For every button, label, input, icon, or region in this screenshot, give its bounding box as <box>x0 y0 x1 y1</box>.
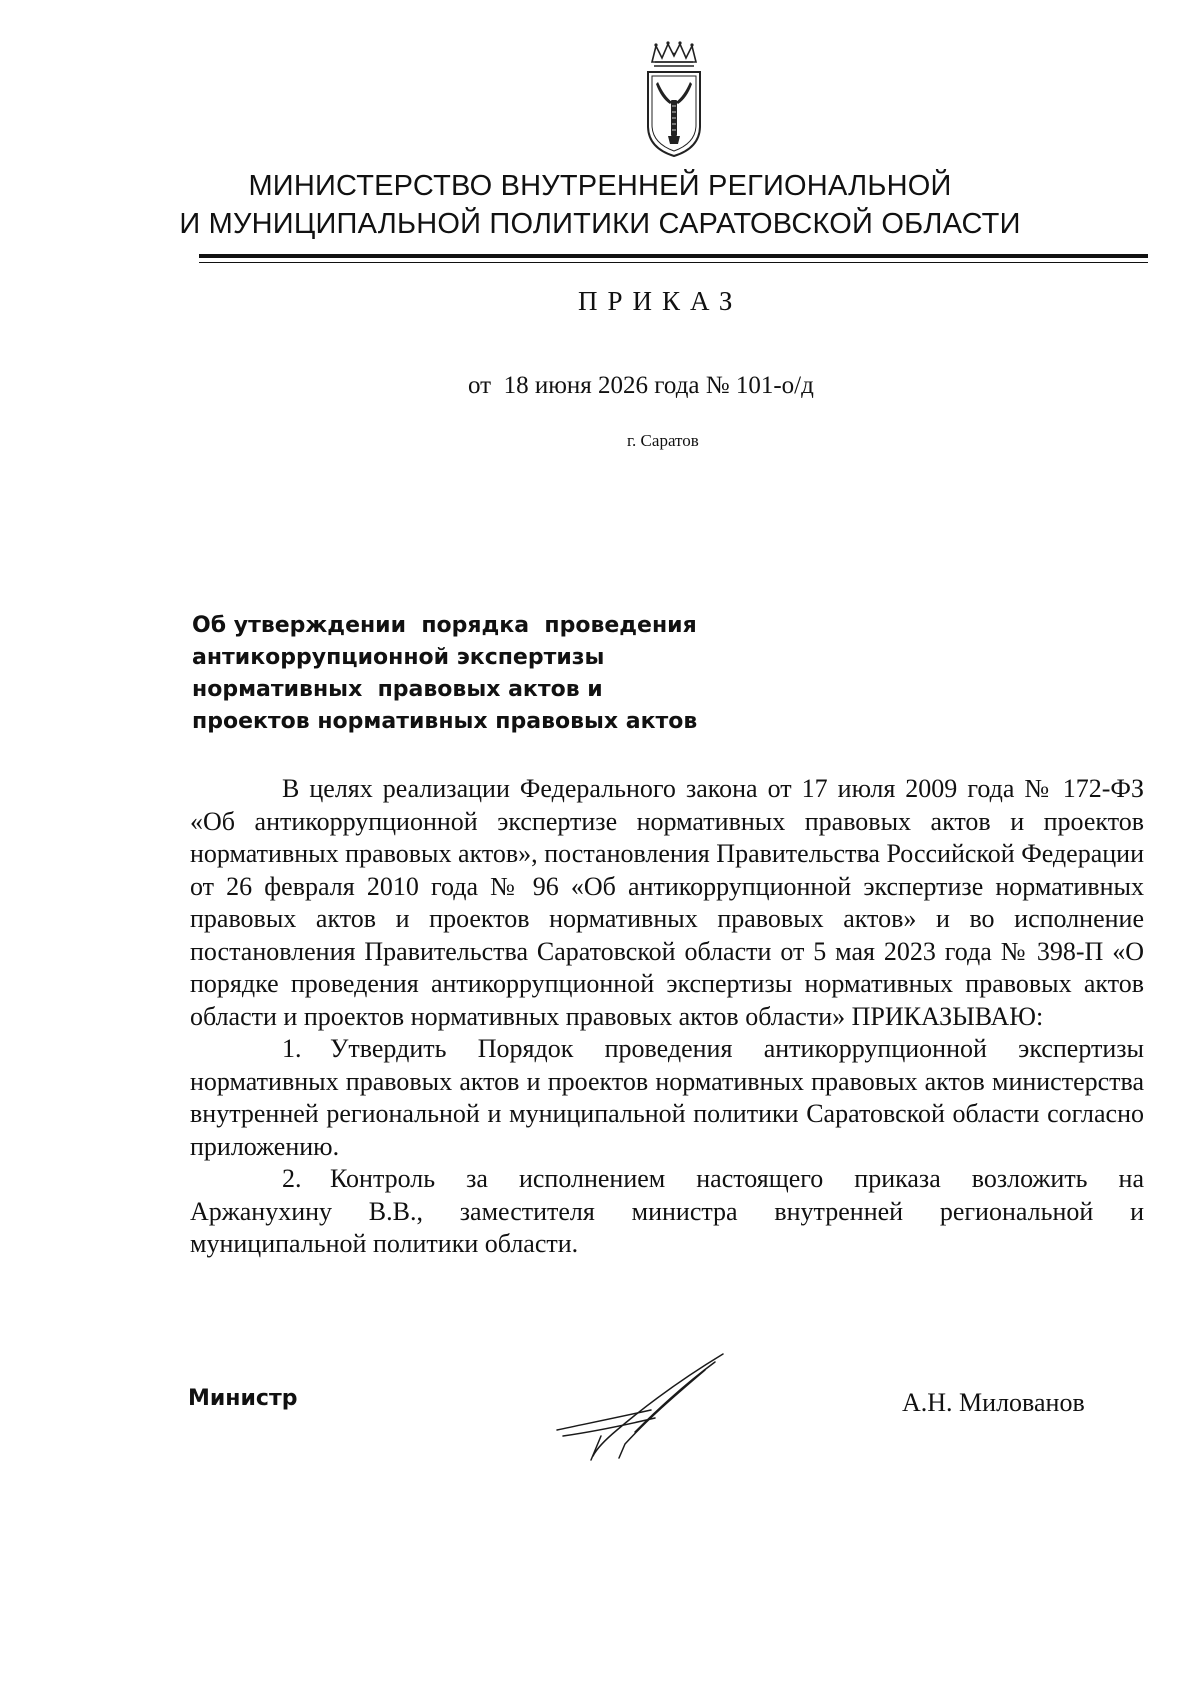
order-item-text: Утвердить Порядок проведения антикоррупционной экспертизы нормативных правовых актов и проектов нормативных правовых актов министерства внутренней региональной и муниципальной политики Саратовской области согласно приложению. <box>190 1034 1144 1161</box>
signature-icon <box>555 1352 725 1462</box>
document-title: ПРИКАЗ <box>578 286 743 316</box>
subject-line: антикоррупционной экспертизы <box>192 645 605 670</box>
order-item <box>190 1163 1144 1261</box>
order-item-number: 2. <box>282 1164 302 1193</box>
ministry-name-line1: МИНИСТЕРСТВО ВНУТРЕННЕЙ РЕГИОНАЛЬНОЙ <box>248 170 952 202</box>
subject-line: проектов нормативных правовых актов <box>192 709 698 734</box>
header-rule-thin <box>199 262 1148 263</box>
ministry-name-line2: И МУНИЦИПАЛЬНОЙ ПОЛИТИКИ САРАТОВСКОЙ ОБЛАСТИ <box>179 208 1021 240</box>
header-rule-thick <box>199 254 1148 258</box>
signatory-role: Министр <box>188 1386 298 1411</box>
document-city: г. Саратов <box>627 431 699 450</box>
order-item-text: Контроль за исполнением настоящего приказа возложить на Аржанухину В.В., заместителя министра внутренней региональной и муниципальной политики области. <box>190 1164 1144 1258</box>
subject-line: Об утверждении порядка проведения <box>192 613 697 638</box>
document-body <box>190 773 1144 1261</box>
subject-line: нормативных правовых актов и <box>192 677 603 702</box>
order-item-number: 1. <box>282 1034 302 1063</box>
coat-of-arms-icon <box>642 40 706 158</box>
document-subject <box>192 610 697 738</box>
order-item <box>190 1033 1144 1163</box>
document-dateline: от 18 июня 2026 года № 101-о/д <box>468 372 814 399</box>
signatory-name: А.Н. Милованов <box>902 1388 1085 1417</box>
preamble-paragraph: В целях реализации Федерального закона от 17 июля 2009 года № 172-ФЗ «Об антикоррупционной экспертизе нормативных правовых актов и проектов нормативных правовых актов», постановления Правительства Российской Федерации от 26 февраля 2010 года № 96 «Об антикоррупционной экспертизе нормативных правовых актов и проектов нормативных правовых актов» и во исполнение постановления Правительства Саратовской области от 5 мая 2023 года № 398-П «О порядке проведения антикоррупционной экспертизы нормативных правовых актов области и проектов нормативных правовых актов области» ПРИКАЗЫВАЮ: <box>190 774 1144 1031</box>
